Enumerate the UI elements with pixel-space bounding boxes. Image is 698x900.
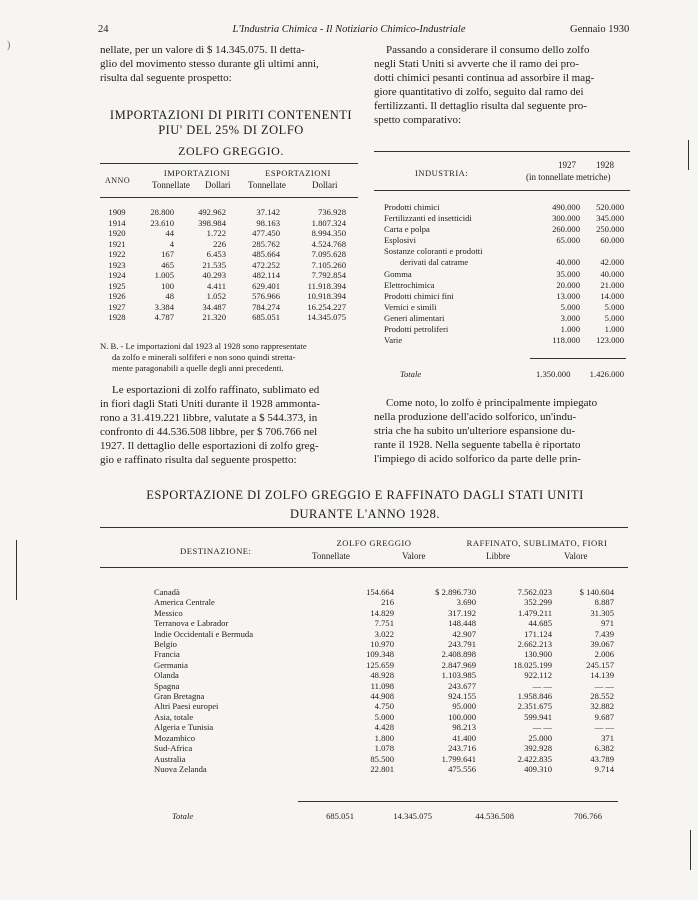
table-cell: 398.984	[198, 217, 226, 228]
export-total-label: Totale	[172, 811, 194, 821]
journal-title: L'Industria Chimica - Il Notiziario Chimico-Industriale	[232, 24, 466, 35]
table-cell: 3.690	[456, 597, 476, 608]
table-rule	[100, 567, 628, 568]
col-tonnellate: Tonnellate	[312, 551, 350, 561]
table-row	[154, 701, 614, 711]
margin-mark	[690, 830, 691, 870]
table-cell: 65.000	[556, 235, 580, 246]
table-row	[100, 228, 346, 239]
table-row	[384, 324, 624, 335]
piriti-table-title: IMPORTAZIONI DI PIRITI CONTENENTI PIU' DEL 25% DI ZOLFO	[109, 108, 353, 137]
table-cell: 300.000	[552, 213, 580, 224]
piriti-note: N. B. - Le importazioni dal 1923 al 1928 sono rappresentate da zolfo e minerali solfiferi e non sono quindi stretta- mente paragonabili a quelle degli anni precedenti.	[100, 341, 307, 373]
table-cell: 1.799.641	[441, 753, 476, 764]
table-cell: 44	[165, 228, 174, 239]
table-row	[154, 587, 614, 597]
table-rule	[100, 197, 358, 198]
table-cell: — —	[532, 722, 552, 733]
table-cell: 85.500	[370, 753, 394, 764]
table-cell: 576.966	[252, 291, 280, 302]
table-cell: Olanda	[154, 670, 179, 681]
table-row	[154, 618, 614, 628]
table-cell: Australia	[154, 753, 186, 764]
table-cell: 4.787	[154, 312, 174, 323]
table-row	[100, 260, 346, 271]
table-cell: 250.000	[596, 224, 624, 235]
table-cell: Gomma	[384, 268, 412, 279]
table-cell: 345.000	[596, 213, 624, 224]
table-cell: 14.000	[600, 290, 624, 301]
col-libbre: Libbre	[486, 551, 510, 561]
table-cell: 44.685	[528, 618, 552, 629]
col-destinazione: DESTINAZIONE:	[180, 546, 252, 556]
table-cell: 1.958.846	[517, 691, 552, 702]
table-cell: Elettrochimica	[384, 279, 435, 290]
table-cell: 1923	[108, 259, 126, 270]
table-cell: 9.687	[594, 711, 614, 722]
table-cell: Messico	[154, 607, 183, 618]
industria-table	[384, 202, 624, 346]
col-zolfo-greggio: ZOLFO GREGGIO	[336, 538, 412, 548]
table-cell: Francia	[154, 649, 180, 660]
table-cell: 42.000	[600, 257, 624, 268]
table-cell: 1926	[108, 291, 126, 302]
table-cell: 11.918.394	[307, 280, 346, 291]
table-cell	[580, 246, 624, 257]
table-cell: 21.320	[202, 312, 226, 323]
table-rule	[374, 190, 630, 191]
table-cell: — —	[532, 680, 552, 691]
piriti-table	[100, 207, 346, 323]
table-cell: 28.800	[150, 207, 174, 217]
table-cell: 18.025.199	[513, 659, 552, 670]
table-cell: 41.400	[452, 732, 476, 743]
table-cell: 123.000	[596, 335, 624, 346]
table-cell: 3.000	[560, 312, 580, 323]
table-rule	[100, 527, 628, 528]
table-cell: 226	[213, 238, 226, 249]
table-row	[384, 224, 624, 235]
table-cell: Prodotti petroliferi	[384, 324, 449, 335]
table-cell: America Centrale	[154, 597, 215, 608]
table-cell: 7.792.854	[311, 270, 346, 281]
table-row	[154, 649, 614, 659]
table-cell: 20.000	[556, 279, 580, 290]
table-cell: 1.807.324	[311, 217, 346, 228]
table-cell: Canadà	[154, 587, 180, 597]
table-cell: 148.448	[448, 618, 476, 629]
table-cell: Prodotti chimici	[384, 202, 440, 212]
table-row	[100, 270, 346, 281]
table-cell: 285.762	[252, 238, 280, 249]
table-cell: Vernici e simili	[384, 301, 437, 312]
table-cell: 736.928	[318, 207, 346, 217]
table-cell: 7.439	[594, 628, 614, 639]
table-cell: 109.348	[366, 649, 394, 660]
table-cell: 1.103.985	[441, 670, 476, 681]
table-cell: Mozambico	[154, 732, 196, 743]
table-cell: 1925	[108, 280, 126, 291]
table-cell: 784.274	[252, 301, 280, 312]
table-cell: 4	[169, 238, 174, 249]
table-cell: 482.114	[252, 270, 280, 281]
table-cell	[534, 246, 580, 257]
table-cell: 599.941	[524, 711, 552, 722]
table-row	[154, 764, 614, 774]
table-cell: 352.299	[524, 597, 552, 608]
table-cell: 2.662.213	[517, 639, 552, 650]
table-cell: Terranova e Labrador	[154, 618, 229, 629]
table-cell: 245.157	[586, 659, 614, 670]
table-cell: 43.789	[590, 753, 614, 764]
table-cell: Altri Paesi europei	[154, 701, 219, 712]
table-cell: 10.970	[370, 639, 394, 650]
left-bottom-paragraph: Le esportazioni di zolfo raffinato, sublimato ed in fiori dagli Stati Uniti durante il 1928 ammonta- rono a 31.419.221 libbre, valutate a $ 544.373, in confronto di 44.536.508 libbre, per $ 706.766 nel 1927. Il dettaglio delle esportazioni di zolfo greg- gio e raffinato risulta dal seguente prospetto:	[100, 384, 320, 466]
table-cell: 10.918.394	[307, 291, 346, 302]
table-row	[100, 249, 346, 260]
table-cell: 392.928	[524, 743, 552, 754]
table-cell: 2.351.675	[517, 701, 552, 712]
table-cell: 167	[161, 249, 174, 260]
table-row	[100, 291, 346, 302]
table-cell: 118.000	[552, 335, 580, 346]
table-row	[154, 629, 614, 639]
table-cell: Generi alimentari	[384, 312, 445, 323]
table-row	[384, 235, 624, 246]
table-cell: Spagna	[154, 680, 180, 691]
table-cell: 60.000	[600, 235, 624, 246]
table-cell: 409.310	[524, 763, 552, 774]
table-row	[384, 280, 624, 291]
table-cell: Algeria e Tunisia	[154, 722, 214, 733]
table-cell: 40.000	[600, 268, 624, 279]
table-cell: 1924	[108, 270, 126, 281]
table-cell: Sostanze coloranti e prodotti	[384, 246, 483, 257]
table-cell: 629.401	[252, 280, 280, 291]
table-cell: 1921	[108, 238, 126, 249]
industria-total-1928: 1.426.000	[589, 369, 624, 379]
col-tonnellate: Tonnellate	[152, 180, 190, 190]
table-cell: 371	[601, 732, 614, 743]
table-cell: 317.192	[448, 607, 476, 618]
table-row	[154, 691, 614, 701]
table-cell: 5.000	[560, 301, 580, 312]
table-cell: Varie	[384, 335, 403, 346]
table-cell: 4.524.768	[311, 238, 346, 249]
page-number: 24	[98, 24, 109, 35]
table-rule	[374, 151, 630, 152]
export-total-val2: 706.766	[574, 811, 602, 821]
table-cell: 8.994.350	[311, 228, 346, 239]
table-cell: 6.453	[206, 249, 226, 260]
table-rule	[100, 163, 358, 164]
table-cell: 243.716	[448, 743, 476, 754]
margin-mark	[688, 140, 689, 170]
table-row	[384, 257, 624, 268]
table-cell: 5.000	[374, 711, 394, 722]
col-valore: Valore	[564, 551, 588, 561]
table-cell: 25.000	[528, 732, 552, 743]
col-1927: 1927	[558, 160, 576, 170]
margin-mark: )	[7, 40, 11, 51]
table-cell: 520.000	[596, 202, 624, 212]
table-row	[154, 597, 614, 607]
table-row	[100, 312, 346, 323]
table-cell: 100.000	[448, 711, 476, 722]
right-bottom-paragraph: Come noto, lo zolfo è principalmente impiegato nella produzione dell'acido solforico, un'indu- stria che ha subito un'ulteriore espansione du- rante il 1928. Nella seguente tabella è riportato l'impiego di acido solforico da parte delle prin-	[374, 397, 598, 465]
issue-date: Gennaio 1930	[570, 24, 630, 35]
table-cell: 28.552	[590, 691, 614, 702]
table-cell: 95.000	[452, 701, 476, 712]
col-unit: (in tonnellate metriche)	[526, 172, 611, 182]
table-cell: 14.829	[370, 607, 394, 618]
table-cell: 243.677	[448, 680, 476, 691]
table-cell: 2.006	[594, 649, 614, 660]
table-row	[384, 302, 624, 313]
right-top-paragraph: Passando a considerare il consumo dello zolfo negli Stati Uniti si avverte che il ramo dei pro- dotti chimici pesanti continua ad assorbire il mag- giore quantitativo di zolfo, seguito dal ramo dei fertilizzanti. Il dettaglio risulta dal seguente pro- spetto comparativo:	[374, 44, 595, 126]
col-dollari: Dollari	[312, 180, 338, 190]
table-cell: 7.562.023	[517, 587, 552, 597]
table-cell: 98.163	[256, 217, 280, 228]
table-cell: 243.791	[448, 639, 476, 650]
export-table-title: ESPORTAZIONE DI ZOLFO GREGGIO E RAFFINATO DAGLI STATI UNITI DURANTE L'ANNO 1928.	[146, 488, 584, 521]
table-cell: 22.801	[370, 763, 394, 774]
table-cell: 490.000	[552, 202, 580, 212]
col-year: ANNO	[105, 176, 131, 185]
table-cell: Indie Occidentali e Bermuda	[154, 628, 254, 639]
table-cell: 7.095.628	[311, 249, 346, 260]
table-cell: 1914	[108, 217, 126, 228]
table-cell: 1.479.211	[517, 607, 552, 618]
table-cell: Sud-Africa	[154, 743, 193, 754]
table-row	[154, 712, 614, 722]
table-cell: Prodotti chimici fini	[384, 290, 454, 301]
table-cell: $ 140.604	[579, 587, 614, 597]
table-cell: 477.450	[252, 228, 280, 239]
table-cell: 48.928	[370, 670, 394, 681]
table-cell: 3.022	[374, 628, 394, 639]
table-cell: 1.000	[604, 324, 624, 335]
export-total-val: 14.345.075	[393, 811, 432, 821]
table-cell: 100	[161, 280, 174, 291]
table-cell: 11.098	[370, 680, 394, 691]
table-cell: 5.000	[604, 312, 624, 323]
table-cell: 2.408.898	[441, 649, 476, 660]
table-cell: 98.213	[452, 722, 476, 733]
table-cell: 1.005	[154, 270, 174, 281]
table-row	[154, 743, 614, 753]
table-cell: 37.142	[256, 207, 280, 217]
table-cell: 13.000	[556, 290, 580, 301]
table-cell: 4.750	[374, 701, 394, 712]
export-table	[154, 587, 614, 774]
table-cell: 1922	[108, 249, 126, 260]
table-row	[384, 335, 624, 346]
table-cell: 2.847.969	[441, 659, 476, 670]
col-importazioni: IMPORTAZIONI	[163, 168, 231, 178]
table-cell: 35.000	[556, 268, 580, 279]
table-cell: 39.067	[590, 639, 614, 650]
table-cell: Asia, totale	[154, 711, 194, 722]
table-row	[100, 207, 346, 218]
table-cell: — —	[594, 722, 614, 733]
table-cell: 3.384	[154, 301, 174, 312]
table-cell: 1920	[108, 228, 126, 239]
table-cell: 125.659	[366, 659, 394, 670]
table-cell: 44.908	[370, 691, 394, 702]
table-cell: Esplosivi	[384, 235, 416, 246]
table-row	[384, 202, 624, 213]
table-row	[100, 281, 346, 292]
table-cell: 40.000	[556, 257, 580, 268]
table-cell: Belgio	[154, 639, 177, 650]
table-cell: 922.112	[524, 670, 552, 681]
table-cell: $ 2.896.730	[435, 587, 476, 597]
table-cell: Gran Bretagna	[154, 691, 205, 702]
table-cell: 32.882	[590, 701, 614, 712]
table-cell: 685.051	[252, 312, 280, 323]
col-raffinato: RAFFINATO, SUBLIMATO, FIORI	[466, 538, 608, 548]
table-cell: 6.382	[594, 743, 614, 754]
table-cell: 1909	[108, 207, 126, 217]
table-cell: 14.345.075	[307, 312, 346, 323]
table-row	[384, 313, 624, 324]
table-cell: 1928	[108, 312, 126, 323]
table-cell: Carta e polpa	[384, 224, 430, 235]
table-cell: 1.000	[560, 324, 580, 335]
table-cell: 171.124	[524, 628, 552, 639]
table-cell: 4.411	[206, 280, 226, 291]
industria-total-label: Totale	[400, 369, 422, 379]
margin-mark	[16, 540, 17, 600]
col-tonnellate: Tonnellate	[248, 180, 286, 190]
col-esportazioni: ESPORTAZIONI	[265, 168, 331, 178]
table-cell: — —	[594, 680, 614, 691]
table-cell: 5.000	[604, 301, 624, 312]
table-cell: 7.751	[374, 618, 394, 629]
table-cell: Nuova Zelanda	[154, 763, 207, 774]
table-row	[100, 239, 346, 250]
table-row	[384, 213, 624, 224]
table-cell: 21.000	[600, 279, 624, 290]
table-cell: 34.487	[202, 301, 226, 312]
col-valore: Valore	[402, 551, 426, 561]
table-cell: 21.535	[202, 259, 226, 270]
table-cell: 216	[381, 597, 394, 608]
left-top-paragraph: nellate, per un valore di $ 14.345.075. Il detta- glio del movimento stesso durante gli ultimi anni, risulta dal seguente prospetto:	[100, 44, 319, 84]
table-cell: 472.252	[252, 259, 280, 270]
col-industria: INDUSTRIA:	[415, 168, 469, 178]
table-cell: 16.254.227	[307, 301, 346, 312]
table-row	[154, 639, 614, 649]
table-cell: 9.714	[594, 763, 614, 774]
table-cell: 154.664	[366, 587, 394, 597]
table-cell: 485.664	[252, 249, 280, 260]
table-cell: 1.052	[206, 291, 226, 302]
table-cell: 4.428	[374, 722, 394, 733]
table-cell: 465	[161, 259, 174, 270]
col-1928: 1928	[596, 160, 614, 170]
table-cell: 1927	[108, 301, 126, 312]
table-cell: 8.887	[594, 597, 614, 608]
table-rule	[298, 801, 618, 802]
table-cell: 1.078	[374, 743, 394, 754]
table-cell: 7.105.260	[311, 259, 346, 270]
table-cell: 42.907	[452, 628, 476, 639]
table-cell: 1.722	[206, 228, 226, 239]
industria-total-1927: 1.350.000	[536, 369, 571, 379]
table-cell: 475.556	[448, 763, 476, 774]
col-dollari: Dollari	[205, 180, 231, 190]
table-row	[154, 754, 614, 764]
table-cell: 492.962	[198, 207, 226, 217]
table-row	[154, 733, 614, 743]
table-row	[384, 246, 624, 257]
table-cell: 31.305	[590, 607, 614, 618]
table-cell: 130.900	[524, 649, 552, 660]
export-total-lib: 44.536.508	[475, 811, 514, 821]
table-cell: 2.422.835	[517, 753, 552, 764]
table-row	[154, 608, 614, 618]
table-cell: 23.610	[150, 217, 174, 228]
table-row	[154, 660, 614, 670]
table-cell: 260.000	[552, 224, 580, 235]
table-cell: 14.139	[590, 670, 614, 681]
export-total-ton: 685.051	[326, 811, 354, 821]
table-row	[384, 291, 624, 302]
table-row	[100, 218, 346, 229]
table-row	[100, 302, 346, 313]
table-row	[154, 670, 614, 680]
table-cell: Fertilizzanti ed insetticidi	[384, 213, 472, 224]
table-cell: Germania	[154, 659, 188, 670]
table-cell: 40.293	[202, 270, 226, 281]
table-cell: 924.155	[448, 691, 476, 702]
table-row	[154, 681, 614, 691]
piriti-table-subtitle: ZOLFO GREGGIO.	[178, 144, 284, 158]
table-row	[154, 722, 614, 732]
table-cell: 971	[601, 618, 614, 629]
table-cell: 1.800	[374, 732, 394, 743]
table-cell: derivati dal catrame	[400, 257, 469, 268]
table-rule	[530, 358, 626, 359]
table-row	[384, 269, 624, 280]
table-cell: 48	[165, 291, 174, 302]
